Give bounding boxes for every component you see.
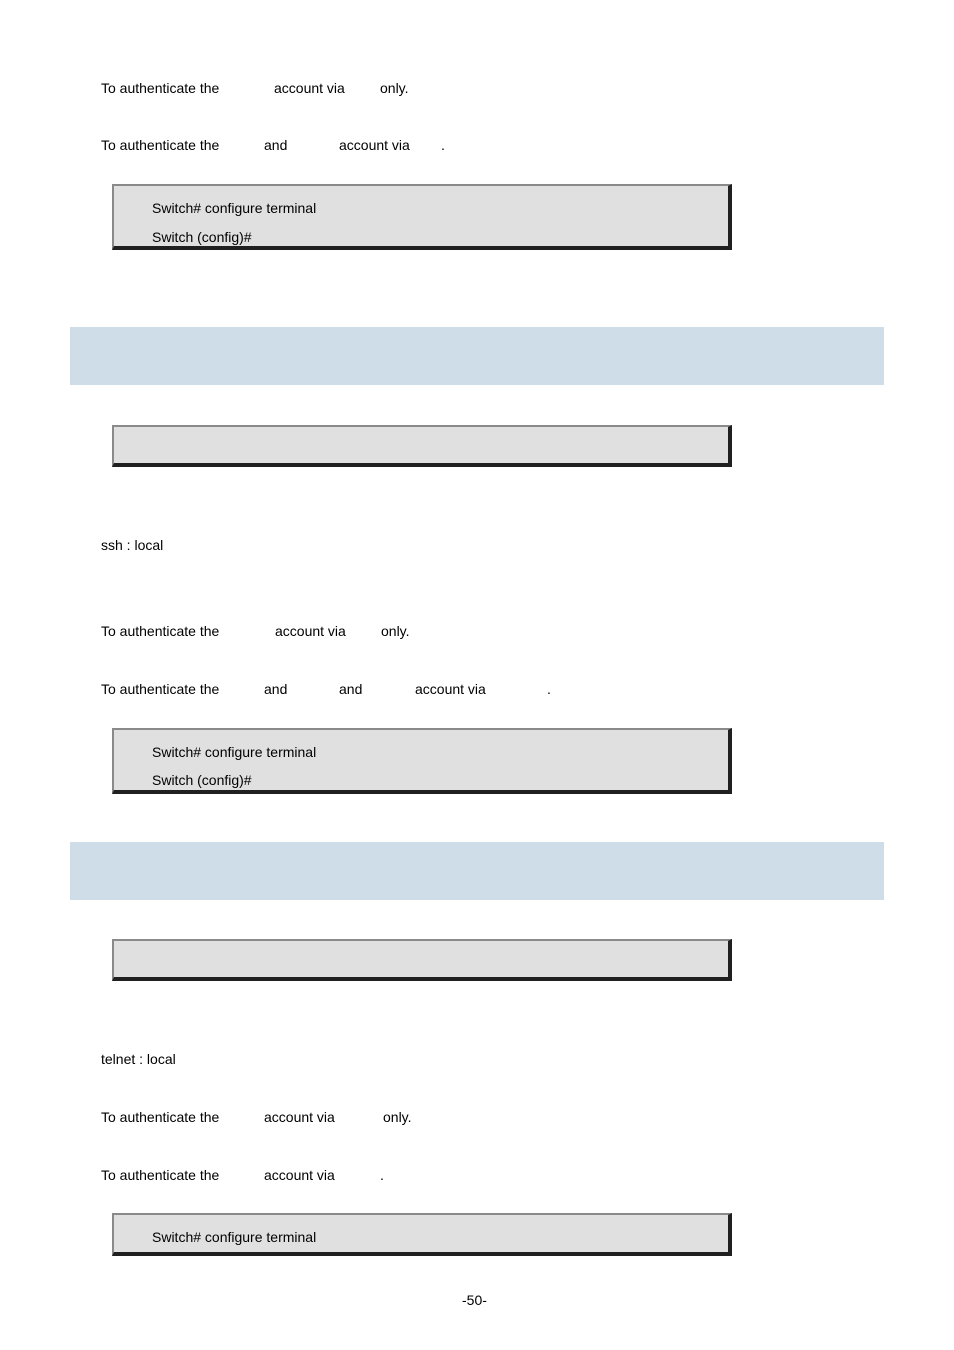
s2-line2-part-b: and	[264, 681, 288, 697]
s1-line2-part-a: To authenticate the	[101, 137, 220, 153]
s1-example-codebox	[112, 184, 732, 250]
s1-line2-part-b: and	[264, 137, 288, 153]
s3-line1-part-c: only.	[383, 1109, 412, 1125]
s3-line2-part-b: account via	[264, 1167, 335, 1183]
s3-syntax-codebox	[112, 939, 732, 981]
code-line: Switch# configure terminal	[152, 744, 317, 760]
s2-default-value: ssh : local	[101, 537, 164, 553]
s3-example-codebox	[112, 1213, 732, 1256]
s2-line2-part-a: To authenticate the	[101, 681, 220, 697]
s2-syntax-codebox	[112, 425, 732, 467]
page-number: -50-	[462, 1292, 487, 1308]
s1-line1-part-c: only.	[380, 80, 409, 96]
s3-line1-part-a: To authenticate the	[101, 1109, 220, 1125]
section-header-band	[70, 327, 884, 385]
s2-line1-part-c: only.	[381, 623, 410, 639]
s1-line2-part-d: .	[441, 137, 445, 153]
section-header-band	[70, 842, 884, 900]
s3-line2-part-c: .	[380, 1167, 384, 1183]
code-line: Switch# configure terminal	[152, 200, 317, 216]
s1-line2-part-c: account via	[339, 137, 410, 153]
s3-line2-part-a: To authenticate the	[101, 1167, 220, 1183]
s2-line2-part-d: account via	[415, 681, 486, 697]
code-line: Switch# configure terminal	[152, 1229, 317, 1245]
s3-line1-part-b: account via	[264, 1109, 335, 1125]
s1-line1-part-b: account via	[274, 80, 345, 96]
s2-line2-part-e: .	[547, 681, 551, 697]
code-line: Switch (config)#	[152, 229, 252, 245]
s2-line2-part-c: and	[339, 681, 363, 697]
s3-default-value: telnet : local	[101, 1051, 176, 1067]
s2-line1-part-b: account via	[275, 623, 346, 639]
s2-example-codebox	[112, 728, 732, 794]
code-line: Switch (config)#	[152, 772, 252, 788]
s2-line1-part-a: To authenticate the	[101, 623, 220, 639]
s1-line1-part-a: To authenticate the	[101, 80, 220, 96]
